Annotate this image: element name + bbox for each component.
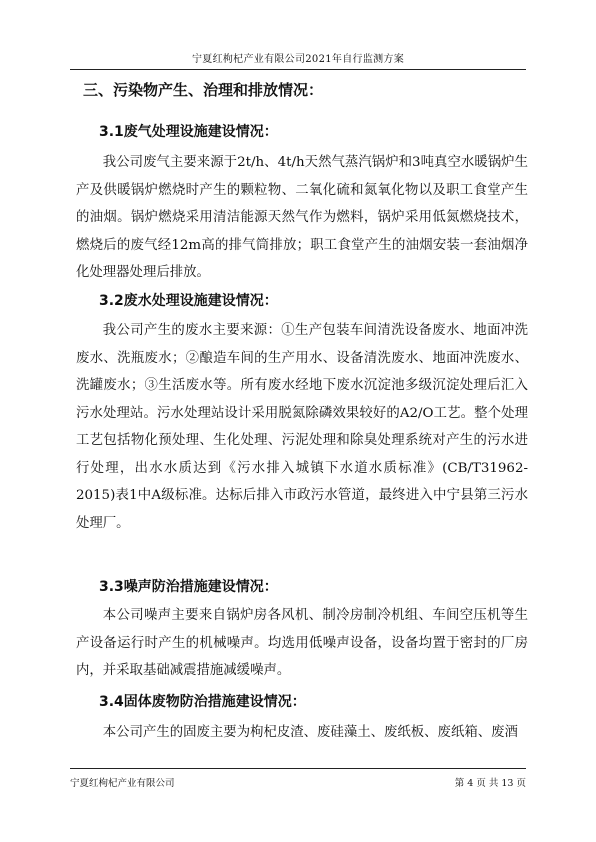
paragraph-waste-gas: 我公司废气主要来源于2t/h、4t/h天然气蒸汽锅炉和3吨真空水暖锅炉生产及供暖锅炉燃烧时产生的颗粒物、二氧化硫和氮氧化物以及职工食堂产生的油烟。锅炉燃烧采用清洁能源天然气作为燃料，锅炉采用低氮燃烧技术，燃烧后的废气经12m高的排气筒排放；职工食堂产生的油烟安装一套油烟净化处理器处理后排放。 xyxy=(76,155,528,280)
paragraph-solid-waste: 本公司产生的固废主要为枸杞皮渣、废硅藻土、废纸板、废纸箱、废酒 xyxy=(102,725,518,740)
page-header: 宁夏红枸杞产业有限公司2021年自行监测方案 xyxy=(70,50,526,70)
footer-company: 宁夏红枸杞产业有限公司 xyxy=(70,778,175,789)
section-title: 三、污染物产生、治理和排放情况： xyxy=(83,81,324,99)
page-footer xyxy=(70,768,526,789)
subsection-title-3-1: 3.1废气处理设施建设情况： xyxy=(99,124,278,140)
footer-page-number: 第 4 页 共 13 页 xyxy=(454,778,526,789)
paragraph-waste-water: 我公司产生的废水主要来源：①生产包装车间清洗设备废水、地面冲洗废水、洗瓶废水；②酿造车间的生产用水、设备清洗废水、地面冲洗废水、洗罐废水；③生活废水等。所有废水经地下废水沉淀池多级沉淀处理后汇入污水处理站。污水处理站设计采用脱氮除磷效果较好的A2/O工艺。整个处理工艺包括物化预处理、生化处理、污泥处理和除臭处理系统对产生的污水进行处理，出水水质达到《污水排入城镇下水道水质标准》(CB/T31962-2015)表1中A级标准。达标后排入市政污水管道，最终进入中宁县第三污水处理厂。 xyxy=(76,323,528,531)
subsection-title-3-3: 3.3噪声防治措施建设情况： xyxy=(99,579,278,595)
subsection-title-3-2: 3.2废水处理设施建设情况： xyxy=(99,293,278,309)
paragraph-noise: 本公司噪声主要来自锅炉房各风机、制冷房制冷机组、车间空压机等生产设备运行时产生的机械噪声。均选用低噪声设备，设备均置于密封的厂房内，并采取基础减震措施减缓噪声。 xyxy=(76,608,528,678)
subsection-title-3-4: 3.4固体废物防治措施建设情况： xyxy=(99,694,306,710)
